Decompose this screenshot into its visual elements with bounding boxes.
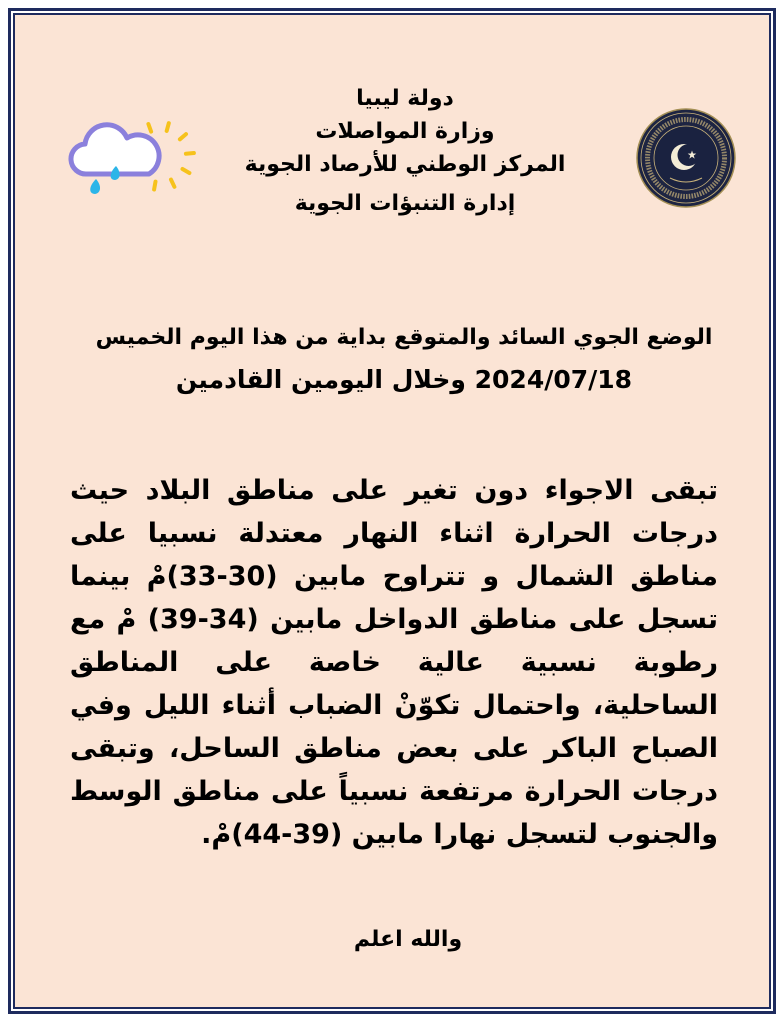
header-country: دولة ليبيا (356, 86, 454, 111)
letterhead (235, 82, 575, 220)
title-date-line: 2024/07/18 وخلال اليومين القادمين (175, 365, 633, 394)
closing-remark: والله اعلم (353, 927, 463, 952)
bulletin-title (90, 317, 718, 401)
body-line: رطوبة نسبية عالية خاصة على المناطق (70, 647, 718, 678)
body-line: تبقى الاجواء دون تغير على مناطق البلاد حيث (70, 475, 718, 506)
header-ministry: وزارة المواصلات (315, 119, 495, 144)
body-line: والجنوب لتسجل نهارا مابين (39-44)مْ. (201, 819, 718, 850)
body-line: الساحلية، واحتمال تكوّنْ الضباب أثناء الليل وفي (70, 690, 718, 721)
body-line: مناطق الشمال و تتراوح مابين (30-33)مْ بينما (70, 561, 718, 592)
body-line: درجات الحرارة مرتفعة نسبياً على مناطق الوسط (70, 776, 718, 807)
body-line: درجات الحرارة اثناء النهار معتدلة نسبيا على (70, 518, 718, 549)
header-center: المركز الوطني للأرصاد الجوية (244, 152, 566, 177)
meteorological-center-seal-icon (636, 108, 736, 208)
header-department: إدارة التنبؤات الجوية (294, 191, 516, 216)
title-line: الوضع الجوي السائد والمتوقع بداية من هذا اليوم الخميس (95, 325, 713, 350)
cloud-rain-sun-icon (65, 110, 200, 200)
body-line: الصباح الباكر على بعض مناطق الساحل، وتبقى (70, 733, 718, 764)
bulletin-body (70, 469, 718, 856)
body-line: تسجل على مناطق الدواخل مابين (34-39) مْ مع (70, 604, 718, 635)
